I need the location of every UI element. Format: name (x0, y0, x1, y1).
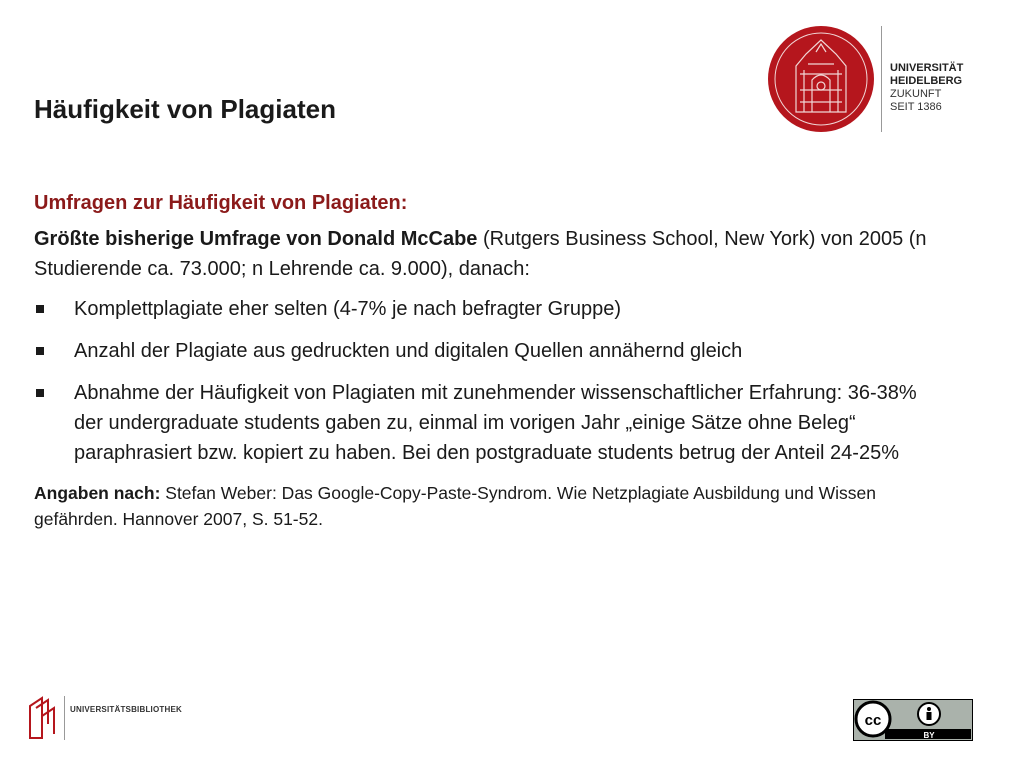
library-logo (26, 694, 226, 744)
cc-icon: cc (864, 712, 882, 729)
source-text: Stefan Weber: Das Google-Copy-Paste-Syndrom. Wie Netzplagiate Ausbildung und Wissen gefährden. Hannover 2007, S. 51-52. (34, 483, 876, 529)
library-logo-divider (64, 696, 65, 740)
source-label: Angaben nach: (34, 483, 161, 503)
bullet-square-icon (36, 347, 44, 355)
logo-line-heidelberg: HEIDELBERG (890, 75, 963, 87)
library-name: UNIVERSITÄTSBIBLIOTHEK (70, 705, 182, 714)
bullet-list (34, 294, 934, 468)
list-item (34, 294, 934, 324)
source-note (34, 480, 934, 532)
by-label: BY (923, 731, 935, 740)
logo-line-zukunft: ZUKUNFT (890, 88, 942, 100)
logo-line-university: UNIVERSITÄT (890, 62, 964, 74)
logo-line-seit: SEIT 1386 (890, 101, 942, 113)
bullet-text: Abnahme der Häufigkeit von Plagiaten mit zunehmender wissenschaftlicher Erfahrung: 36-38% der undergraduate students gaben zu, einmal im vorigen Jahr „einige Sätze ohne Beleg“ paraphrasiert bzw. kopiert zu haben. Bei den postgraduate students betrug der Anteil 24-25% (74, 382, 917, 464)
library-mark-icon (26, 694, 60, 742)
university-seal-icon (766, 24, 876, 134)
slide-title: Häufigkeit von Plagiaten (34, 94, 336, 124)
slide-content (34, 188, 934, 532)
intro-paragraph (34, 224, 934, 284)
bullet-text: Komplettplagiate eher selten (4-7% je nach befragter Gruppe) (74, 298, 621, 320)
logo-divider (881, 26, 882, 132)
list-item (34, 336, 934, 366)
list-item (34, 378, 934, 468)
university-logo (766, 24, 986, 134)
intro-rest: (Rutgers Business School, New York) von 2005 (n Studierende ca. 73.000; n Lehrende ca. 9.000), danach: (34, 228, 927, 280)
university-wordmark (890, 62, 963, 114)
cc-by-license-badge (853, 699, 973, 741)
bullet-square-icon (36, 305, 44, 313)
bullet-square-icon (36, 389, 44, 397)
subheading: Umfragen zur Häufigkeit von Plagiaten: (34, 192, 408, 214)
bullet-text: Anzahl der Plagiate aus gedruckten und digitalen Quellen annähernd gleich (74, 340, 743, 362)
intro-bold: Größte bisherige Umfrage von Donald McCabe (34, 228, 478, 250)
